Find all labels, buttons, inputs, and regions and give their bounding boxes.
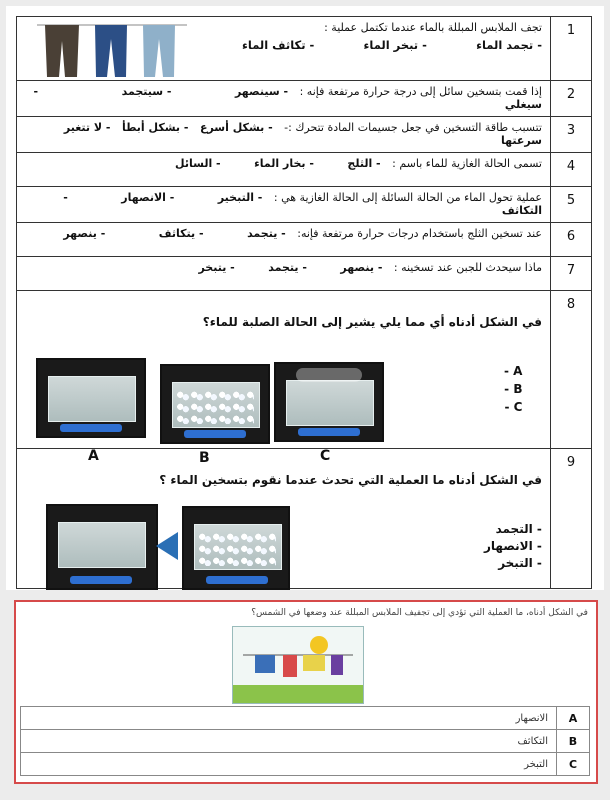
answer-table <box>20 706 590 776</box>
answer-row[interactable]: A الانصهار <box>21 707 590 730</box>
question-stem: عملية تحول الماء من الحالة السائلة إلى الحالة الغازية هي : <box>273 191 542 204</box>
figure-label-a: A <box>88 448 99 464</box>
question-row <box>17 81 592 117</box>
options <box>242 38 542 52</box>
option[interactable]: - الانصهار <box>484 539 542 553</box>
question-stem: تسمى الحالة الغازية للماء باسم : <box>392 157 542 170</box>
option[interactable]: - التجمد <box>495 522 542 536</box>
question-number: 5 <box>551 187 592 223</box>
question-stem: في الشكل أدناه ما العملية التي تحدث عندما نقوم بتسخين الماء ؟ <box>159 473 542 487</box>
option[interactable]: - السائل <box>175 157 221 170</box>
arrow-icon <box>156 532 178 560</box>
choice-b[interactable]: B - <box>504 382 523 396</box>
q9-options <box>484 522 542 573</box>
q8-choices <box>504 364 522 414</box>
question-number: 6 <box>551 223 592 257</box>
option[interactable]: - يتجمد <box>247 227 286 240</box>
question-number: 2 <box>551 81 592 117</box>
option[interactable]: - يتبخر <box>198 261 235 274</box>
question-number: 9 <box>551 449 592 589</box>
answer-row[interactable]: B التكاثف <box>21 730 590 753</box>
question-number: 4 <box>551 153 592 187</box>
question-number: 1 <box>551 17 592 81</box>
question-stem: ماذا سيحدث للجبن عند تسخينه : <box>393 261 542 274</box>
option[interactable]: - بخار الماء <box>254 157 314 170</box>
question-number: 3 <box>551 117 592 153</box>
option[interactable]: - تبخر الماء <box>363 38 427 52</box>
answer-row[interactable]: C التبخر <box>21 753 590 776</box>
beaker-water <box>46 504 158 590</box>
choice-a[interactable]: A - <box>504 364 523 378</box>
option[interactable]: - تكاثف الماء <box>242 38 315 52</box>
beaker-image-b <box>160 364 270 444</box>
option[interactable]: - بشكل أسرع <box>199 121 273 134</box>
extra-question-title: في الشكل أدناه، ما العملية التي تؤدي إلى تجفيف الملابس المبللة عند وضعها في الشمس؟ <box>251 608 588 618</box>
option[interactable]: - ينصهر <box>340 261 383 274</box>
question-stem: عند تسخين الثلج باستخدام درجات حرارة مرتفعة فإنه: <box>297 227 542 240</box>
option[interactable]: - يتجمد <box>268 261 307 274</box>
option[interactable]: - ينصهر <box>63 227 106 240</box>
beaker-image-a <box>36 358 146 438</box>
question-row <box>17 187 592 223</box>
question-row <box>17 153 592 187</box>
option[interactable]: - التبخير <box>217 191 263 204</box>
option[interactable]: - سينصهر <box>234 85 289 98</box>
question-stem: في الشكل أدناه أي مما يلي يشير إلى الحالة الصلبة للماء؟ <box>202 315 542 329</box>
choice-c[interactable]: C - <box>504 400 523 414</box>
figure-label-c: C <box>320 448 331 464</box>
option[interactable]: - سيتجمد <box>121 85 172 98</box>
question-row <box>17 257 592 291</box>
jeans-picture <box>37 21 187 79</box>
option[interactable]: - الثلج <box>347 157 381 170</box>
question-stem: إذا قمت بتسخين سائل إلى درجة حرارة مرتفعة فإنه : <box>299 85 542 98</box>
option[interactable]: - لا تتغير سرعتها <box>63 121 542 147</box>
question-row <box>17 17 592 81</box>
extra-question-card <box>14 600 598 784</box>
question-stem: تجف الملابس المبللة بالماء عندما تكتمل عملية : <box>324 21 542 34</box>
beaker-image-c <box>274 362 384 442</box>
question-number: 8 <box>551 291 592 449</box>
figure-label-b: B <box>199 450 210 466</box>
beaker-ice <box>182 506 290 590</box>
question-number: 7 <box>551 257 592 291</box>
option[interactable]: - يتكاثف <box>158 227 204 240</box>
option[interactable]: - بشكل أبطأ <box>121 121 189 134</box>
question-row <box>17 117 592 153</box>
option[interactable]: - الانصهار <box>121 191 175 204</box>
option[interactable]: - تجمد الماء <box>476 38 542 52</box>
worksheet <box>6 6 604 590</box>
clothesline-sun-illustration <box>232 626 364 704</box>
question-row <box>17 223 592 257</box>
option[interactable]: - سيغلي <box>33 85 542 111</box>
option[interactable]: - التبخر <box>498 556 542 570</box>
question-stem: تتسبب طاقة التسخين في جعل جسيمات المادة تتحرك :- <box>284 121 542 134</box>
option[interactable]: - التكاثف <box>63 191 542 217</box>
